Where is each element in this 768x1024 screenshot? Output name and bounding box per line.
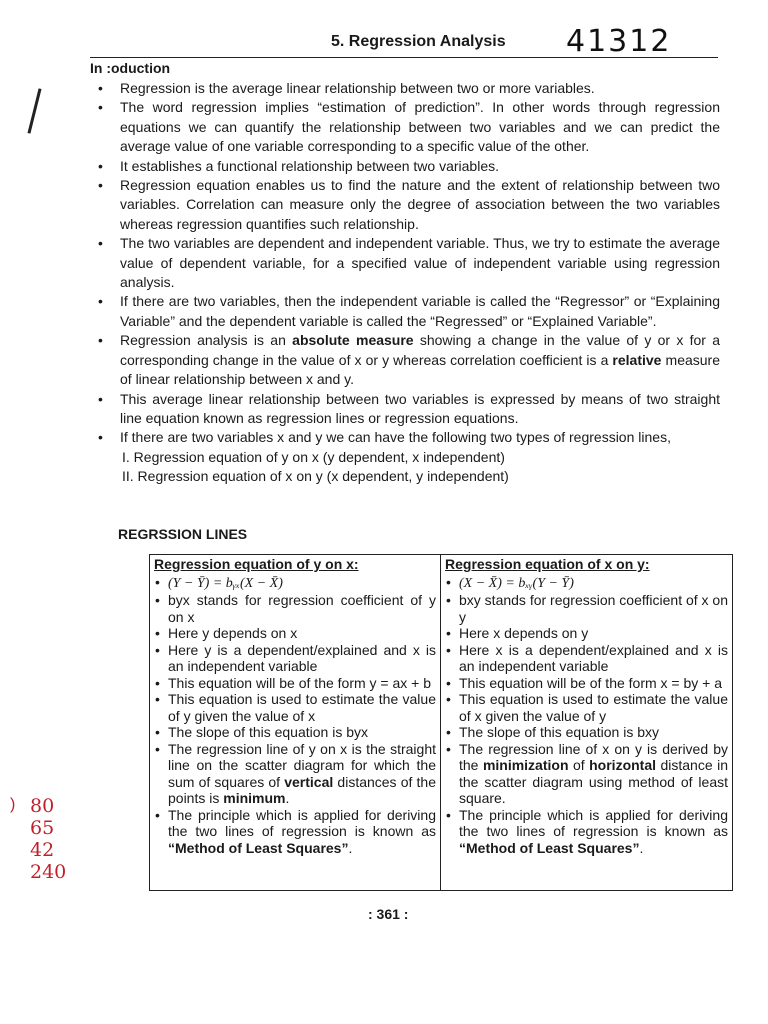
- list-item: • Here x is a dependent/explained and x is an independent variable: [445, 642, 728, 675]
- bold-text: “Method of Least Squares”: [168, 839, 349, 856]
- equation: (Y − Ȳ) = bᵧₓ(X − X̄): [168, 575, 283, 591]
- column-y-on-x: [150, 555, 441, 890]
- list-item: • If there are two variables, then the independent variable is called the “Regressor” or “Explaining Variable” and the dependent variable is called the “Regressed” or “Explained Variable”.: [92, 292, 720, 331]
- handwritten-number: 65: [30, 817, 55, 839]
- section-heading-regression-lines: REGRSSION LINES: [118, 526, 248, 542]
- title-divider: [90, 57, 718, 58]
- list-item: • This average linear relationship between two variables is expressed by means of two straight line equation known as regression lines or regression equations.: [92, 390, 720, 429]
- margin-tick-mark: ): [10, 796, 16, 813]
- list-item: • This equation will be of the form y = ax + b: [154, 675, 436, 692]
- bold-text: absolute measure: [292, 332, 414, 349]
- column-list: [154, 574, 436, 857]
- equation-item: [445, 574, 728, 593]
- column-heading: Regression equation of x on y:: [445, 556, 650, 572]
- list-item: • Here y is a dependent/explained and x is an independent variable: [154, 642, 436, 675]
- text: distances of the points is: [168, 773, 437, 806]
- sub-list-item: II. Regression equation of x on y (x dependent, y independent): [122, 468, 509, 485]
- sub-list-item: I. Regression equation of y on x (y dependent, x independent): [122, 448, 505, 465]
- introduction-list: [92, 79, 720, 487]
- list-item: [445, 741, 728, 807]
- text: .: [639, 839, 644, 856]
- text: measure of linear relationship between x and y.: [120, 351, 720, 388]
- list-item: • The word regression implies “estimation of prediction”. In other words through regression equations we can quantify the relationship between two variables and we can predict the average value of one variable corresponding to a specific value of the other.: [92, 98, 720, 156]
- text: The regression line of x on y is derived by the: [459, 740, 728, 773]
- list-item: • This equation is used to estimate the value of y given the value of x: [154, 691, 436, 724]
- section-heading-introduction: In :oduction: [90, 60, 171, 76]
- text: The principle which is applied for deriving the two lines of regression is known as: [168, 806, 436, 839]
- text: The regression line of y on x is the straight line on the scatter diagram for which the sum of squares of: [168, 740, 436, 790]
- handwritten-number: 80: [30, 795, 55, 817]
- page-title: 5. Regression Analysis: [331, 33, 506, 50]
- list-item: [445, 807, 728, 857]
- list-item: • This equation is used to estimate the value of x given the value of y: [445, 691, 728, 724]
- list-item: [154, 741, 436, 807]
- text: of: [568, 757, 590, 773]
- list-item: • Here x depends on y: [445, 625, 728, 642]
- bold-text: horizontal: [589, 757, 657, 773]
- list-item: [154, 807, 436, 857]
- bold-text: “Method of Least Squares”: [459, 839, 640, 856]
- list-item: • The two variables are dependent and independent variable. Thus, we try to estimate the average value of dependent variable, for a specified value of independent variable using regression analysis.: [92, 234, 720, 292]
- text: showing a change in the value of y or x for a corresponding change in the value of x or y whereas correlation coefficient is a: [120, 332, 720, 368]
- column-list: [445, 574, 728, 857]
- text: .: [285, 790, 290, 806]
- text: Regression analysis is an: [120, 332, 293, 349]
- text: The principle which is applied for deriving the two lines of regression is known as: [459, 806, 728, 839]
- page-number: : 361 :: [368, 906, 409, 922]
- bold-text: vertical: [284, 773, 334, 790]
- text: distance in the scatter diagram using method of least square.: [459, 757, 728, 806]
- handwritten-number: 41312: [566, 24, 672, 59]
- list-item: • The slope of this equation is bxy: [445, 724, 728, 741]
- margin-pen-mark: [27, 88, 41, 133]
- list-item: • The slope of this equation is byx: [154, 724, 436, 741]
- list-item: • Regression equation enables us to find the nature and the extent of relationship between two variables. Correlation can measure only the degree of association between the two variables whereas regression quantifies such relationship.: [92, 176, 720, 234]
- list-item: • Regression is the average linear relationship between two or more variables.: [92, 79, 720, 98]
- handwritten-number: 240: [30, 861, 67, 883]
- list-item: • byx stands for regression coefficient of y on x: [154, 592, 436, 625]
- list-item: • Here y depends on x: [154, 625, 436, 642]
- regression-comparison-table: [149, 554, 733, 891]
- handwritten-number: 42: [30, 839, 55, 861]
- equation: (X − X̄) = bₓᵧ(Y − Ȳ): [459, 575, 574, 591]
- list-item: • It establishes a functional relationship between two variables.: [92, 157, 720, 176]
- text: .: [348, 839, 353, 856]
- bold-text: relative: [612, 351, 662, 368]
- bold-text: minimization: [482, 757, 569, 773]
- column-heading: Regression equation of y on x:: [154, 556, 359, 572]
- column-x-on-y: [441, 555, 732, 890]
- list-item: [92, 331, 720, 389]
- list-item: • This equation will be of the form x = by + a: [445, 675, 728, 692]
- list-item: • If there are two variables x and y we can have the following two types of regression lines,: [92, 428, 720, 447]
- list-item: • bxy stands for regression coefficient of x on y: [445, 592, 728, 625]
- equation-item: [154, 574, 436, 593]
- handwritten-margin-numbers: [30, 795, 66, 883]
- bold-text: minimum: [223, 790, 286, 806]
